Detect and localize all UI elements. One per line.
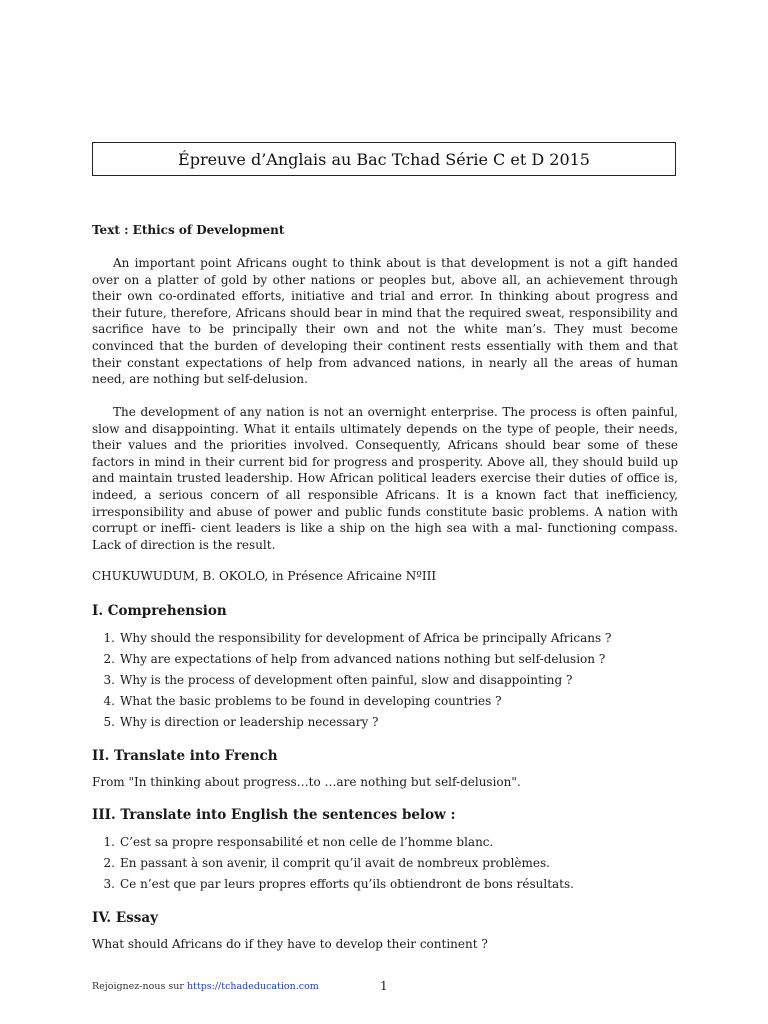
paragraph-1: An important point Africans ought to think about is that development is not a gift handed over on a platter of gold by other nations or peoples but, above all, an achievement through their own co-ordinated efforts, initiative and trial and error. In thinking about progress and their future, therefore, Africans should bear in mind that the required sweat, responsibility and sacrifice have to be principally their own and not the white man’s. They must become convinced that the burden of developing their continent rests essentially with them and that their constant expectations of help from advanced nations, in nearly all the areas of human need, are nothing but self-delusion. xyxy=(92,256,678,387)
list-item: 1. Why should the responsibility for development of Africa be principally Africans ? xyxy=(103,631,612,645)
list-item: 4. What the basic problems to be found in developing countries ? xyxy=(103,694,502,708)
translate-french-instruction: From "In thinking about progress…to …are nothing but self-delusion". xyxy=(92,775,521,789)
source-citation: CHUKUWUDUM, B. OKOLO, in Présence Africaine NºIII xyxy=(92,569,437,583)
footer xyxy=(92,981,319,992)
section-comprehension-title: I. Comprehension xyxy=(92,603,227,619)
list-item: 1. C’est sa propre responsabilité et non celle de l’homme blanc. xyxy=(103,835,494,849)
exam-title: Épreuve d’Anglais au Bac Tchad Série C et D 2015 xyxy=(178,149,590,169)
text-heading: Text : Ethics of Development xyxy=(92,223,285,237)
list-item: 3. Why is the process of development often painful, slow and disappointing ? xyxy=(103,673,573,687)
section-translate-french-title: II. Translate into French xyxy=(92,748,278,764)
list-item: 2. En passant à son avenir, il comprit qu’il avait de nombreux problèmes. xyxy=(103,856,550,870)
footer-link[interactable]: https://tchadeducation.com xyxy=(186,981,319,992)
list-item: 3. Ce n’est que par leurs propres efforts qu’ils obtiendront de bons résultats. xyxy=(103,877,574,891)
comprehension-questions xyxy=(92,628,611,733)
list-item: 2. Why are expectations of help from advanced nations nothing but self-delusion ? xyxy=(103,652,606,666)
paragraph-2: The development of any nation is not an overnight enterprise. The process is often painful, slow and disappointing. What it entails ultimately depends on the type of people, their needs, their values and the priorities involved. Consequently, Africans should bear some of these factors in mind in their current bid for progress and prosperity. Above all, they should build up and maintain trusted leadership. How African political leaders exercise their duties of office is, indeed, a serious concern of all responsible Africans. It is a known fact that inefficiency, irresponsibility and abuse of power and public funds constitute basic problems. A nation with corrupt or ineffi- cient leaders is like a ship on the high sea with a mal- functioning compass. Lack of direction is the result. xyxy=(92,405,678,552)
translate-english-sentences xyxy=(92,832,574,895)
list-item: 5. Why is direction or leadership necessary ? xyxy=(103,715,379,729)
exam-title-box xyxy=(92,142,676,176)
section-translate-english-title: III. Translate into English the sentences below : xyxy=(92,807,456,823)
section-essay-title: IV. Essay xyxy=(92,910,158,926)
essay-question: What should Africans do if they have to develop their continent ? xyxy=(92,937,488,951)
page-number: 1 xyxy=(380,979,388,993)
footer-text: Rejoignez-nous sur xyxy=(92,981,184,992)
